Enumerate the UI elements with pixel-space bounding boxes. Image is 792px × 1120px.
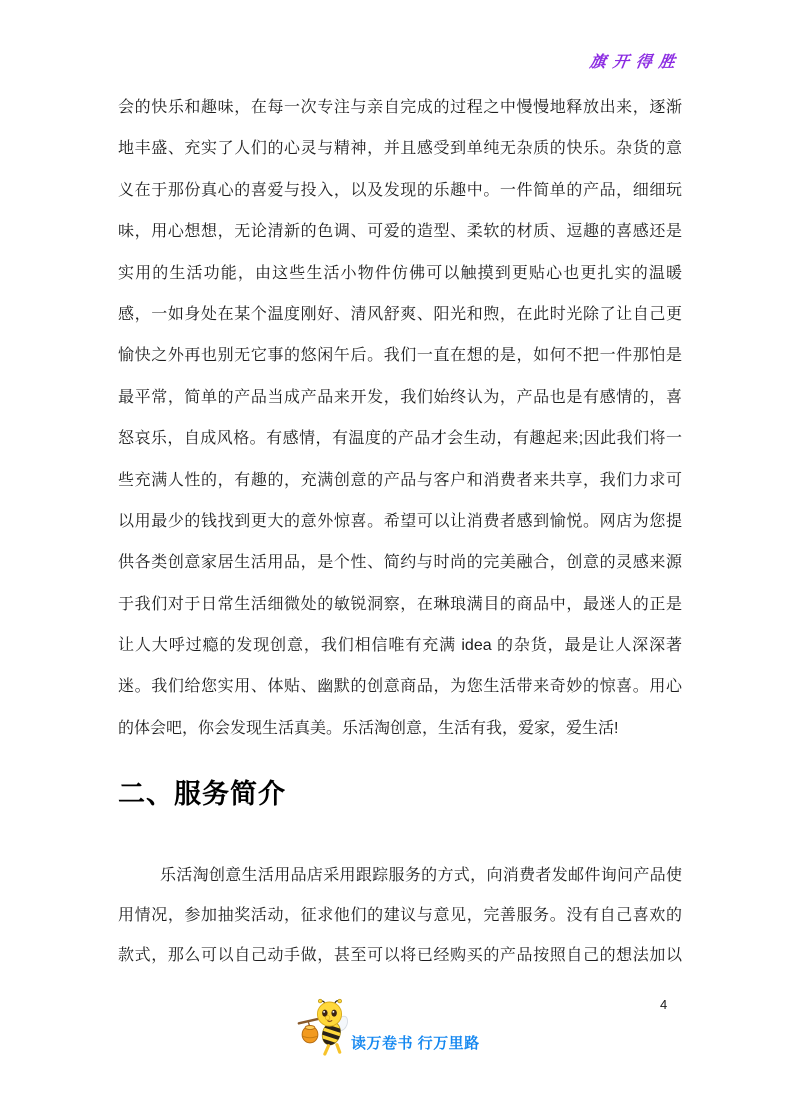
paragraph-1-line: 最平常，简单的产品当成产品来开发，我们始终认为，产品也是有感情的，喜 — [118, 388, 682, 406]
paragraph-1-line: 愉快之外再也别无它事的悠闲午后。我们一直在想的是，如何不把一件那怕是 — [118, 347, 682, 365]
paragraph-1-line: 于我们对于日常生活细微处的敏锐洞察，在琳琅满目的商品中，最迷人的正是 — [118, 595, 682, 613]
paragraph-2-line: 款式，那么可以自己动手做，甚至可以将已经购买的产品按照自己的想法加以 — [118, 947, 682, 964]
paragraph-2-line: 乐活淘创意生活用品店采用跟踪服务的方式，向消费者发邮件询问产品使 — [160, 867, 682, 884]
watermark-text: 旗开得胜 — [588, 52, 684, 71]
paragraph-1-line: 实用的生活功能，由这些生活小物件仿佛可以触摸到更贴心也更扎实的温暖 — [118, 264, 682, 282]
paragraph-1-line: 些充满人性的，有趣的，充满创意的产品与客户和消费者来共享，我们力求可 — [118, 471, 682, 489]
footer — [297, 995, 480, 1061]
bee-mascot-icon — [297, 995, 349, 1061]
section-heading: 二、服务简介 — [118, 779, 286, 809]
paragraph-1-last-line: 的体会吧，你会发现生活真美。乐活淘创意，生活有我，爱家，爱生活! — [118, 719, 619, 737]
footer-slogan: 读万卷书 行万里路 — [351, 1035, 480, 1052]
paragraph-1-line: 让人大呼过瘾的发现创意，我们相信唯有充满 idea 的杂货，最是让人深深著 — [118, 637, 682, 655]
paragraph-1 — [118, 87, 682, 749]
paragraph-1-line: 会的快乐和趣味，在每一次专注与亲自完成的过程之中慢慢地释放出来，逐渐 — [118, 99, 682, 116]
paragraph-1-line: 地丰盛、充实了人们的心灵与精神，并且感受到单纯无杂质的快乐。杂货的意 — [118, 140, 682, 158]
paragraph-1-line: 迷。我们给您实用、体贴、幽默的创意商品，为您生活带来奇妙的惊喜。用心 — [118, 678, 682, 696]
paragraph-1-line: 味，用心想想，无论清新的色调、可爱的造型、柔软的材质、逗趣的喜感还是 — [118, 223, 682, 241]
paragraph-1-line: 怒哀乐，自成风格。有感情，有温度的产品才会生动，有趣起来;因此我们将一 — [118, 430, 682, 448]
paragraph-1-line: 感，一如身处在某个温度刚好、清风舒爽、阳光和煦，在此时光除了让自己更 — [118, 305, 682, 323]
paragraph-2 — [118, 856, 682, 976]
paragraph-1-line: 以用最少的钱找到更大的意外惊喜。希望可以让消费者感到愉悦。网店为您提 — [118, 512, 682, 530]
paragraph-1-line: 供各类创意家居生活用品，是个性、简约与时尚的完美融合，创意的灵感来源 — [118, 554, 682, 572]
paragraph-1-line: 义在于那份真心的喜爱与投入，以及发现的乐趣中。一件简单的产品，细细玩 — [118, 181, 682, 199]
page-number: 4 — [660, 997, 668, 1012]
paragraph-2-line: 用情况，参加抽奖活动，征求他们的建议与意见，完善服务。没有自己喜欢的 — [118, 907, 682, 924]
